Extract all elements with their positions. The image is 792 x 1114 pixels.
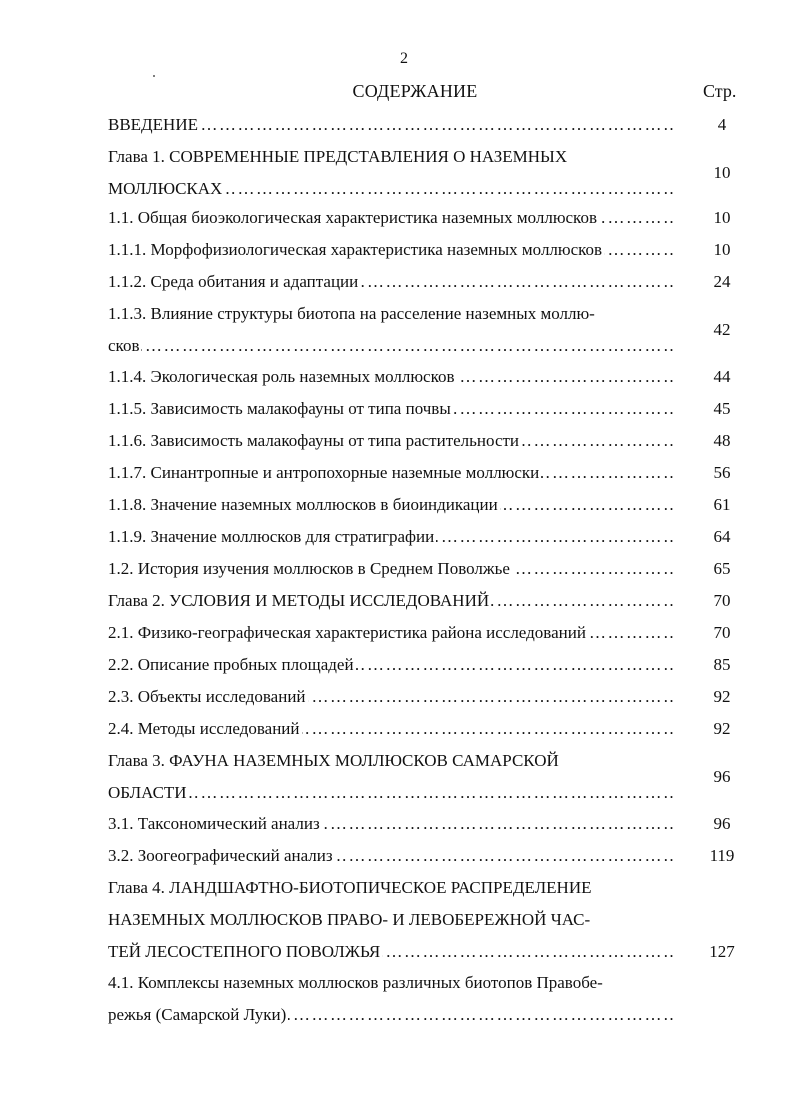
toc-entry <box>108 872 673 968</box>
toc-entry <box>108 808 673 840</box>
toc-entry <box>108 585 673 617</box>
toc-page-number: 85 <box>713 655 731 674</box>
toc-entry <box>108 681 673 713</box>
toc-entry-line <box>108 553 673 585</box>
toc-entry-line <box>108 361 673 393</box>
toc-entry-text: НАЗЕМНЫХ МОЛЛЮСКОВ ПРАВО- И ЛЕВОБЕРЕЖНОЙ ЧАС- <box>108 910 591 929</box>
toc-page-number: 70 <box>713 591 731 610</box>
toc-page-number: 24 <box>713 272 731 291</box>
toc-entry-line <box>108 141 673 173</box>
toc-entry-text: 1.1.3. Влияние структуры биотопа на расселение наземных моллю- <box>108 304 595 323</box>
toc-entry-line <box>108 777 673 809</box>
toc-page-number: 10 <box>713 240 731 259</box>
toc-page-number: 10 <box>713 208 731 227</box>
toc-entry-text: 2.1. Физико-географическая характеристика района исследований <box>108 623 586 642</box>
toc-entry-text: Глава 2. УСЛОВИЯ И МЕТОДЫ ИССЛЕДОВАНИЙ <box>108 591 490 610</box>
toc-page-number: 44 <box>713 367 731 386</box>
toc-entry-text: Глава 1. СОВРЕМЕННЫЕ ПРЕДСТАВЛЕНИЯ О НАЗЕМНЫХ <box>108 147 568 166</box>
toc-entry-text: 1.1.2. Среда обитания и адаптации <box>108 272 359 291</box>
toc-entry-text: ОБЛАСТИ <box>108 783 187 802</box>
toc-page-number: 92 <box>713 719 731 738</box>
toc-entry <box>108 553 673 585</box>
scan-speck <box>153 75 155 77</box>
toc-entry-line <box>108 521 673 553</box>
toc-page-number: 70 <box>713 623 731 642</box>
toc-entry <box>108 393 673 425</box>
toc-entry-text: 2.2. Описание пробных площадей <box>108 655 354 674</box>
toc-entry-text: 4.1. Комплексы наземных моллюсков различных биотопов Правобе- <box>108 973 603 992</box>
toc-entry <box>108 298 673 362</box>
toc-page-number: 96 <box>713 814 731 833</box>
toc-entry <box>108 266 673 298</box>
toc-entry-line <box>108 840 673 872</box>
toc-entry-text: 1.1.6. Зависимость малакофауны от типа растительности <box>108 431 520 450</box>
toc-entry <box>108 109 673 141</box>
toc-page-number: 42 <box>713 320 731 339</box>
toc-page-number: 119 <box>709 846 735 865</box>
toc-entry-line <box>108 967 673 999</box>
toc-entry-text: Глава 4. ЛАНДШАФТНО-БИОТОПИЧЕСКОЕ РАСПРЕДЕЛЕНИЕ <box>108 878 592 897</box>
toc-entry <box>108 840 673 872</box>
toc-entry-line <box>108 457 673 489</box>
toc-entry-line <box>108 904 673 936</box>
toc-page-number: 4 <box>717 115 727 134</box>
toc-entry-text: Глава 3. ФАУНА НАЗЕМНЫХ МОЛЛЮСКОВ САМАРСКОЙ <box>108 751 559 770</box>
toc-page-number: 45 <box>713 399 731 418</box>
toc-entry-text: 1.2. История изучения моллюсков в Среднем Поволжье <box>108 559 510 578</box>
toc-entry-line <box>108 713 673 745</box>
toc-entry <box>108 234 673 266</box>
toc-entry-text: МОЛЛЮСКАХ <box>108 179 223 198</box>
toc-entry <box>108 361 673 393</box>
toc-page-number: 56 <box>713 463 731 482</box>
toc-entry <box>108 457 673 489</box>
toc-entry-text: 3.1. Таксономический анализ <box>108 814 320 833</box>
toc-entry <box>108 202 673 234</box>
toc-entry <box>108 617 673 649</box>
toc-entry-line <box>108 330 673 362</box>
toc-entry-text: сков <box>108 336 140 355</box>
toc-entry-line <box>108 234 673 266</box>
toc-entry-text: 1.1.1. Морфофизиологическая характеристика наземных моллюсков <box>108 240 603 259</box>
toc-entry-line <box>108 489 673 521</box>
toc-entry-line <box>108 266 673 298</box>
toc-entry <box>108 745 673 809</box>
toc-entry-line <box>108 298 673 330</box>
toc-entry-text: 1.1.8. Значение наземных моллюсков в биоиндикации <box>108 495 498 514</box>
toc-entry-text: 3.2. Зоогеографический анализ <box>108 846 333 865</box>
toc-entry-line <box>108 585 673 617</box>
toc-entry-text: 2.3. Объекты исследований <box>108 687 306 706</box>
toc-entry-line <box>108 681 673 713</box>
toc-entry-line <box>108 808 673 840</box>
toc-entry <box>108 649 673 681</box>
toc-page-number: 10 <box>713 163 731 182</box>
toc-page-number: 64 <box>713 527 731 546</box>
toc-entry-text: 1.1. Общая биоэкологическая характеристика наземных моллюсков <box>108 208 597 227</box>
toc-entry-text: 1.1.7. Синантропные и антропохорные наземные моллюски <box>108 463 540 482</box>
toc-entry <box>108 141 673 205</box>
toc-entry-line <box>108 425 673 457</box>
toc-page-number: 127 <box>709 942 735 961</box>
toc-entry <box>108 713 673 745</box>
toc-page-number: 61 <box>713 495 731 514</box>
toc-entry-text: ВВЕДЕНИЕ <box>108 115 198 134</box>
toc-page-number: 65 <box>713 559 731 578</box>
toc-entry-text: 1.1.5. Зависимость малакофауны от типа почвы <box>108 399 451 418</box>
toc-entry-line <box>108 745 673 777</box>
toc-entry-line <box>108 393 673 425</box>
toc-entry <box>108 521 673 553</box>
toc-entry-line <box>108 617 673 649</box>
toc-entry-line <box>108 202 673 234</box>
toc-entry-line <box>108 109 673 141</box>
toc-page-number: 92 <box>713 687 731 706</box>
toc-entry-line <box>108 173 673 205</box>
toc-page-number: 48 <box>713 431 731 450</box>
toc-entry-text: 2.4. Методы исследований <box>108 719 300 738</box>
toc-entry-text: 1.1.9. Значение моллюсков для стратиграфии <box>108 527 435 546</box>
toc-entry-line <box>108 872 673 904</box>
toc-entry-line <box>108 936 673 968</box>
toc-page-number: 96 <box>713 767 731 786</box>
page-column-label: Стр. <box>703 81 737 101</box>
toc-entry <box>108 489 673 521</box>
toc-entry <box>108 425 673 457</box>
toc-entry-text: режья (Самарской Луки) <box>108 1005 287 1024</box>
toc-title: СОДЕРЖАНИЕ <box>352 81 478 101</box>
toc-entry <box>108 967 673 1031</box>
toc-entry-line <box>108 999 673 1031</box>
toc-entry-line <box>108 649 673 681</box>
page-number: 2 <box>400 50 408 67</box>
toc-entry-text: ТЕЙ ЛЕСОСТЕПНОГО ПОВОЛЖЬЯ <box>108 942 381 961</box>
toc-entry-text: 1.1.4. Экологическая роль наземных моллюсков <box>108 367 455 386</box>
